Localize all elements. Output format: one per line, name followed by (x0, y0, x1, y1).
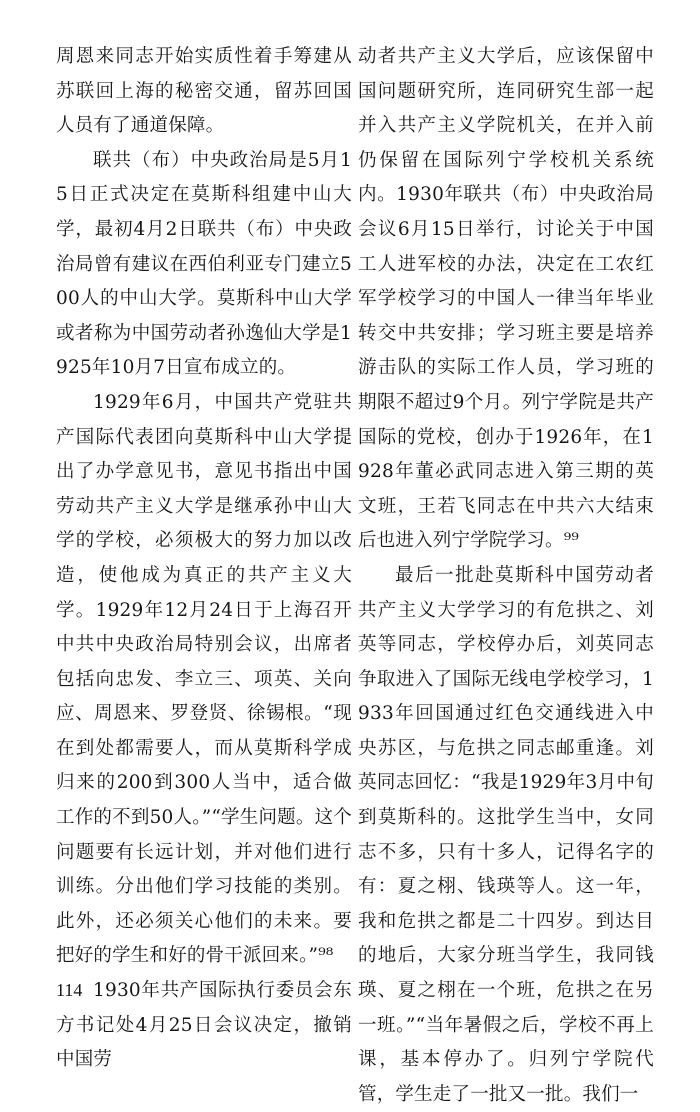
left-text-column (56, 40, 352, 1078)
paragraph: 联共（布）中央政治局是5月15日正式决定在莫斯科组建中山大学，最初4月2日联共（布）中央政治局曾有建议在西伯利亚专门建立500人的中山大学。莫斯科中山大学或者称为中国劳动者孙逸仙大学是1925年10月7日宣布成立的。 (56, 149, 352, 379)
page-number: 114 (56, 980, 83, 1000)
paragraph: 最后一批赴莫斯科中国劳动者共产主义大学学习的有危拱之、刘英等同志，学校停办后，刘英同志争取进入了国际无线电学校学习，1933年回国通过红色交通线进入中央苏区，与危拱之同志邮重逢。刘英同志回忆：“我是1929年3月中旬到莫斯科的。这批学生当中，女同志不多，只有十多人，记得名字的有：夏之栩、钱瑛等人。这一年，我和危拱之都是二十四岁。到达目的地后，大家分班当学生，我同钱瑛、夏之栩在一个班，危拱之在另一班。”“当年暑假之后，学校不再上课，基本停办了。归列宁学院代管，学生走了一批又一批。我们一 (358, 564, 654, 1105)
paragraph: 1930年共产国际执行委员会东方书记处4月25日会议决定，撤销中国劳 (56, 980, 352, 1071)
right-text-column (358, 40, 654, 1112)
paragraph: 周恩来同志开始实质性着手筹建从苏联回上海的秘密交通，留苏回国人员有了通道保障。 (56, 46, 352, 137)
paragraph: 动者共产主义大学后，应该保留中国问题研究所，连同研究生部一起并入共产主义学院机关，在并入前仍保留在国际列宁学校机关系统内。1930年联共（布）中央政治局会议6月15日举行，讨论关于中国工人进军校的办法，决定在工农红军学校学习的中国人一律当年毕业转交中共安排；学习班主要是培养游击队的实际工作人员，学习班的期限不超过9个月。列宁学院是共产国际的党校，创办于1926年，在1928年董必武同志进入第三期的英文班，王若飞同志在中共六大结束后也进入列宁学院学习。⁹⁹ (358, 46, 654, 552)
paragraph: 1929年6月，中国共产党驻共产国际代表团向莫斯科中山大学提出了办学意见书，意见书指出中国劳动共产主义大学是继承孙中山大学的学校，必须极大的努力加以改造，使他成为真正的共产主义大学。1929年12月24日于上海召开中共中央政治局特别会议，出席者包括向忠发、李立三、项英、关向应、周恩来、罗登贤、徐锡根。“现在到处都需要人，而从莫斯科学成归来的200到300人当中，适合做工作的不到50人。”“学生问题。这个问题要有长远计划，并对他们进行训练。分出他们学习技能的类别。此外，还必须关心他们的未来。要把好的学生和好的骨干派回来。”⁹⁸ (56, 391, 352, 967)
